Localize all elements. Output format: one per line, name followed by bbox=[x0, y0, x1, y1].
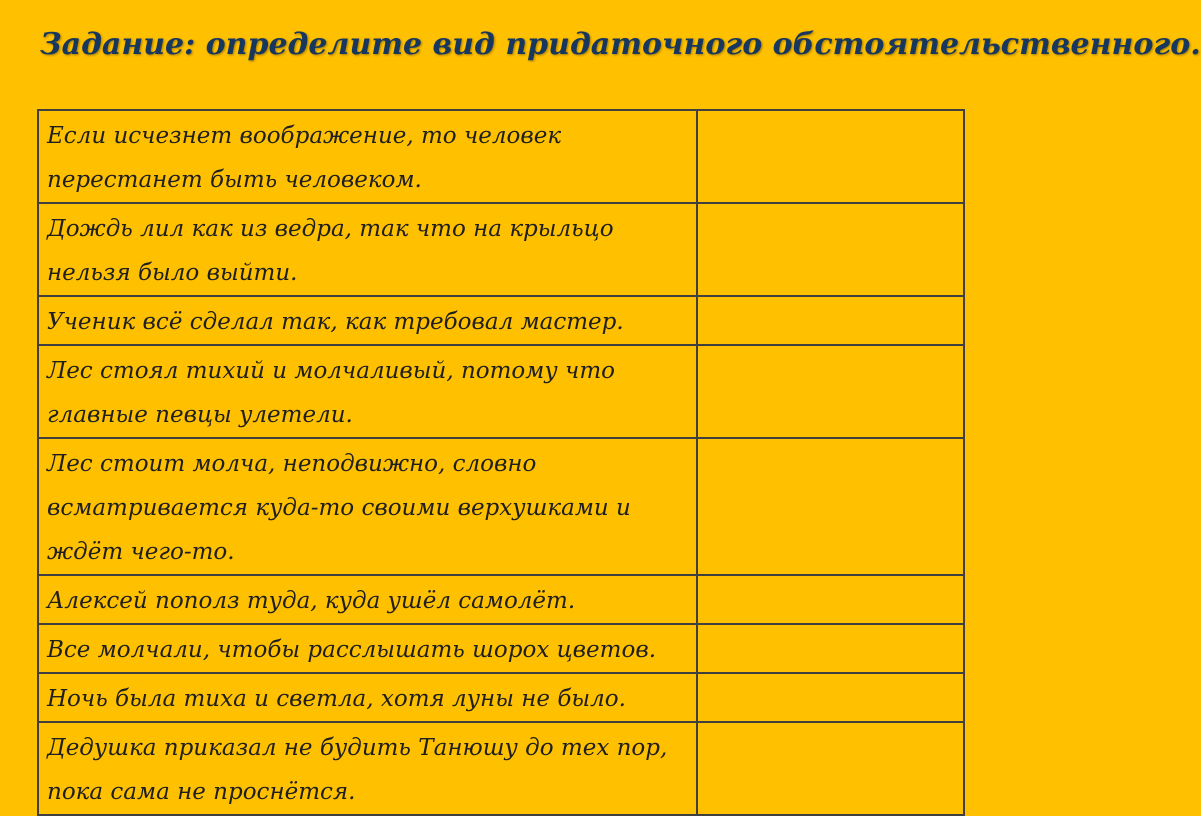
answer-cell[interactable] bbox=[697, 345, 964, 438]
sentence-cell: Лес стоял тихий и молчаливый, потому что главные певцы улетели. bbox=[38, 345, 697, 438]
table-row bbox=[38, 575, 964, 624]
table-row bbox=[38, 673, 964, 722]
table-row bbox=[38, 345, 964, 438]
table-row bbox=[38, 203, 964, 296]
slide-title: Задание: определите вид придаточного обстоятельственного. bbox=[40, 27, 1201, 62]
sentence-cell: Дедушка приказал не будить Танюшу до тех пор, пока сама не проснётся. bbox=[38, 722, 697, 815]
sentence-cell: Если исчезнет воображение, то человек перестанет быть человеком. bbox=[38, 110, 697, 203]
answer-cell[interactable] bbox=[697, 624, 964, 673]
answer-cell[interactable] bbox=[697, 203, 964, 296]
table-row bbox=[38, 110, 964, 203]
sentence-cell: Алексей пополз туда, куда ушёл самолёт. bbox=[38, 575, 697, 624]
sentence-cell: Все молчали, чтобы расслышать шорох цветов. bbox=[38, 624, 697, 673]
table-row bbox=[38, 438, 964, 575]
answer-cell[interactable] bbox=[697, 110, 964, 203]
table-row bbox=[38, 722, 964, 815]
sentence-cell: Лес стоит молча, неподвижно, словно всматривается куда-то своими верхушками и ждёт чего-то. bbox=[38, 438, 697, 575]
sentence-cell: Дождь лил как из ведра, так что на крыльцо нельзя было выйти. bbox=[38, 203, 697, 296]
sentence-cell: Ночь была тиха и светла, хотя луны не было. bbox=[38, 673, 697, 722]
answer-cell[interactable] bbox=[697, 722, 964, 815]
task-table bbox=[37, 109, 965, 816]
table-row bbox=[38, 624, 964, 673]
answer-cell[interactable] bbox=[697, 296, 964, 345]
table-row bbox=[38, 296, 964, 345]
answer-cell[interactable] bbox=[697, 575, 964, 624]
answer-cell[interactable] bbox=[697, 438, 964, 575]
sentence-cell: Ученик всё сделал так, как требовал мастер. bbox=[38, 296, 697, 345]
answer-cell[interactable] bbox=[697, 673, 964, 722]
